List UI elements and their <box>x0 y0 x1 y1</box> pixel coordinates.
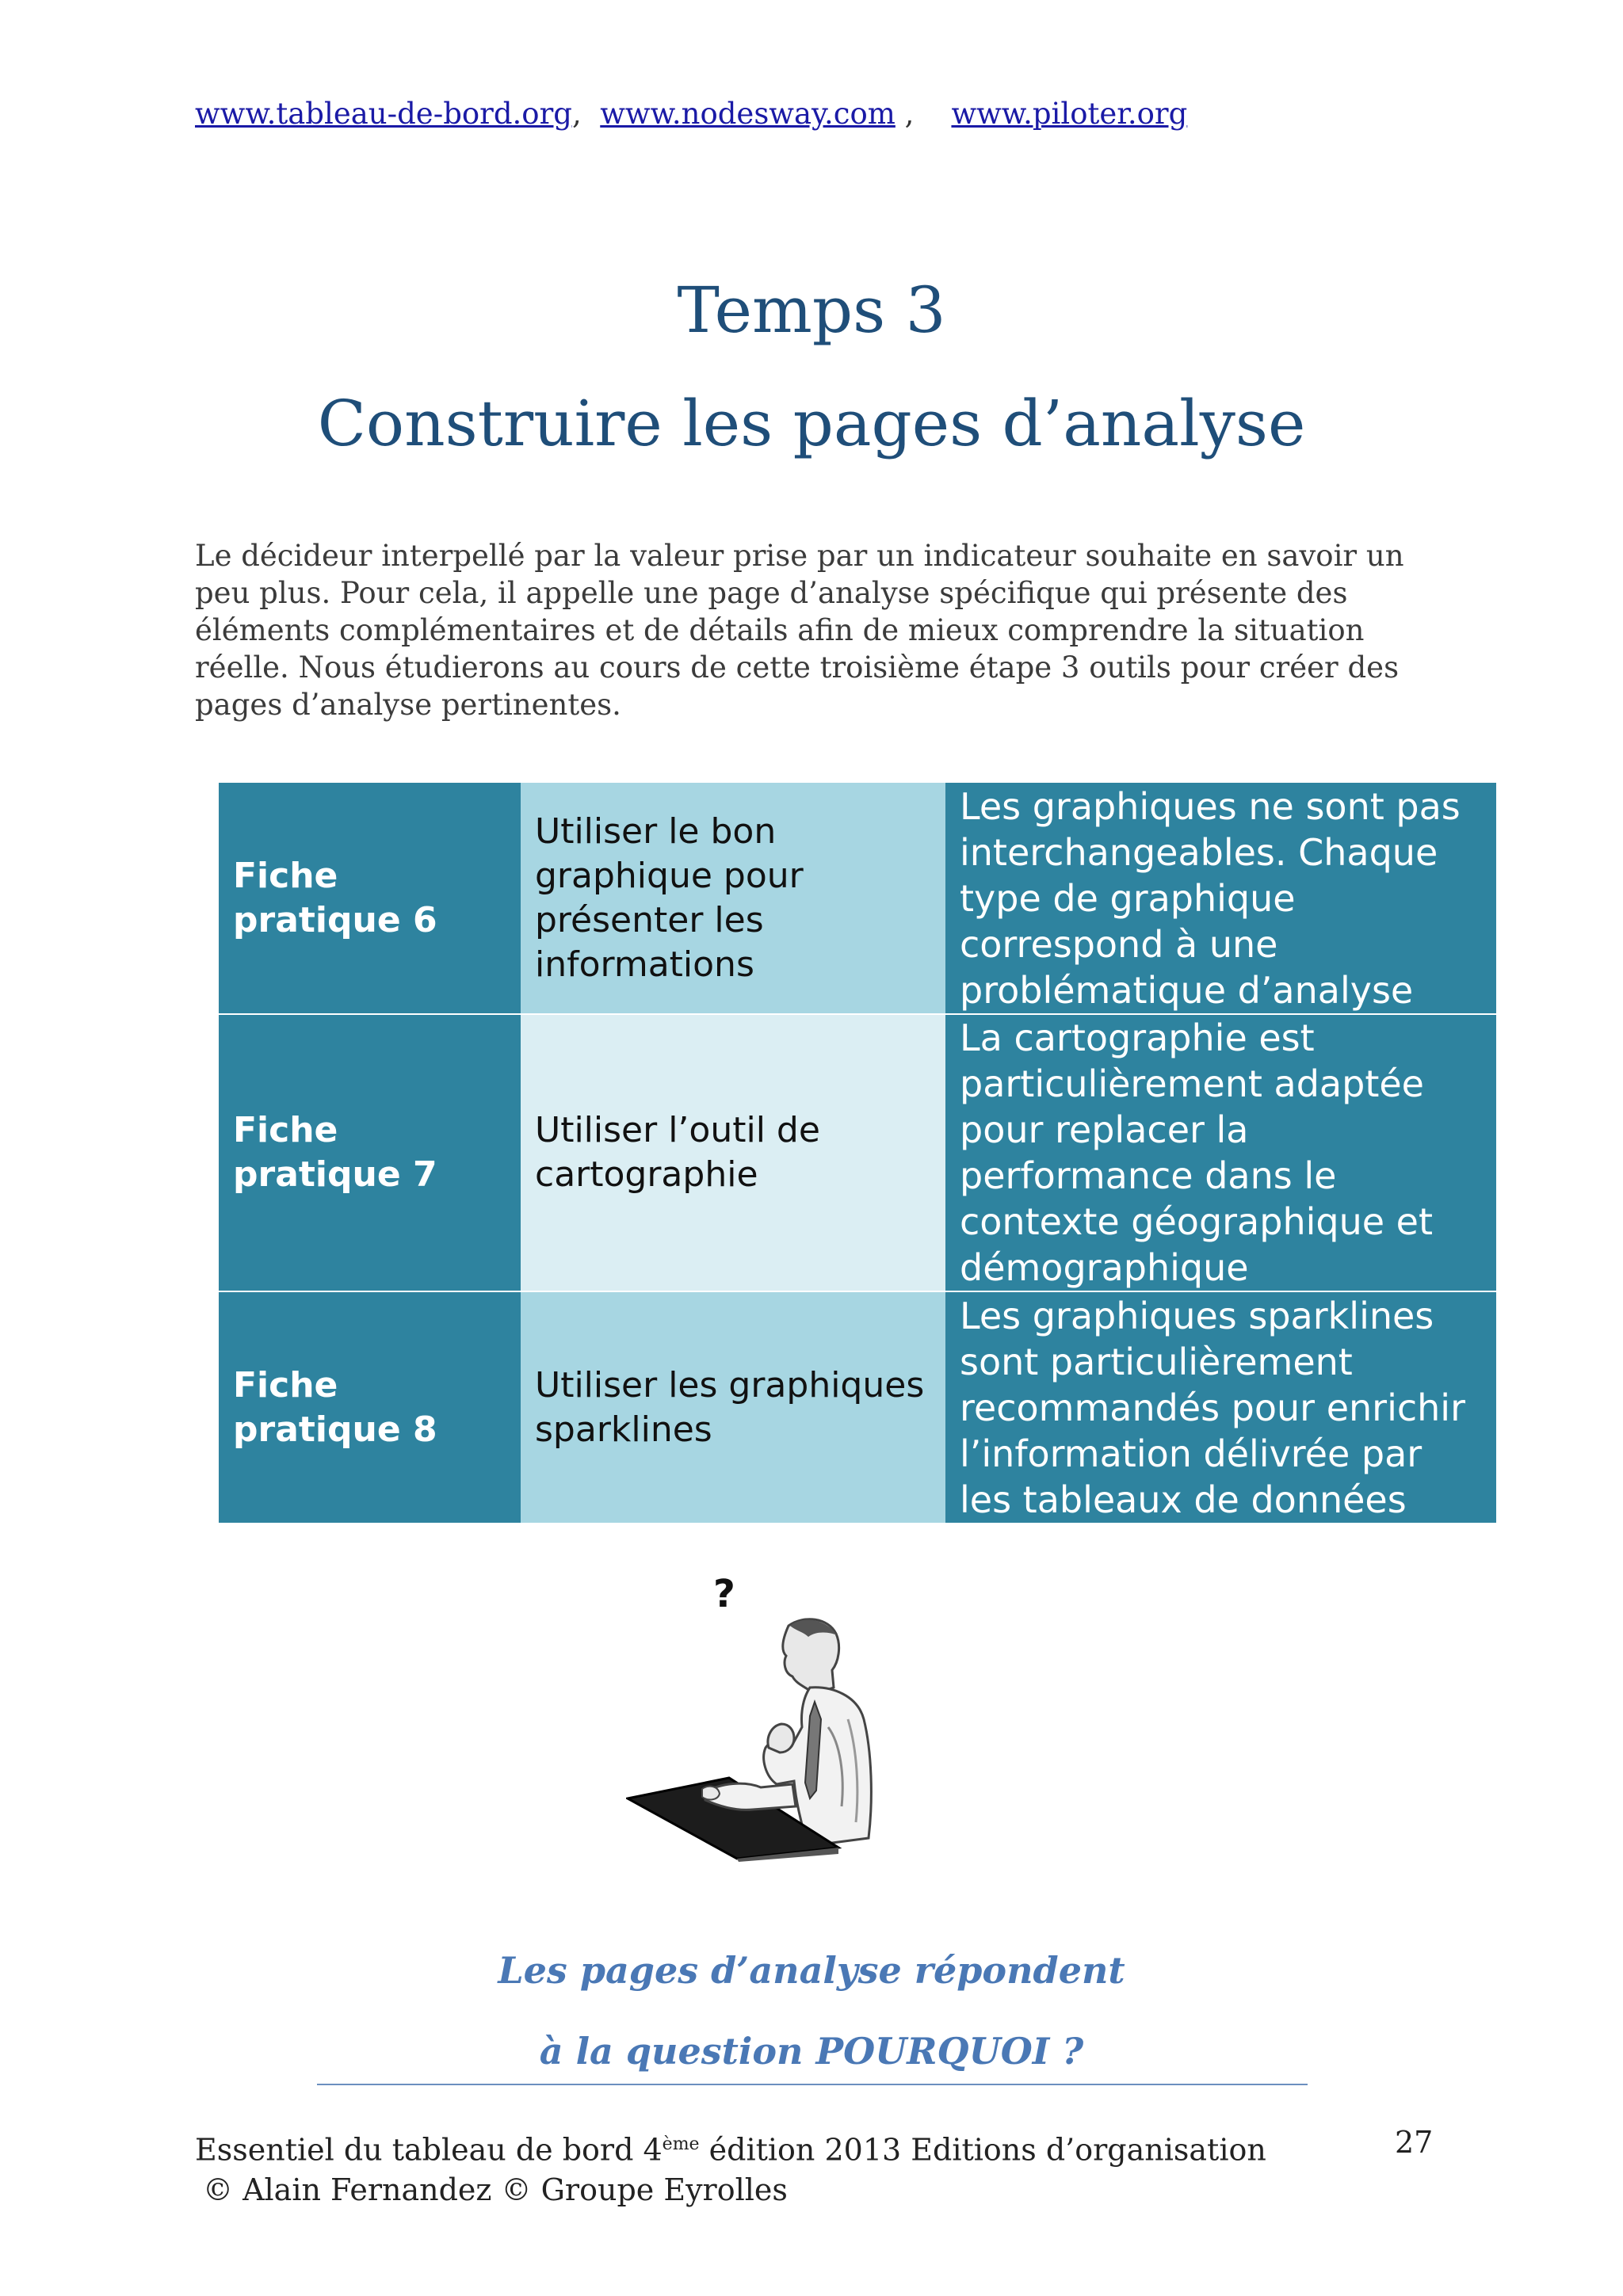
divider <box>317 2084 1308 2085</box>
link-separator: , <box>571 97 582 131</box>
fiche-tool: Utiliser le bon graphique pour présenter les informations <box>521 783 945 1014</box>
fiche-tool: Utiliser les graphiques sparklines <box>521 1291 945 1523</box>
fiche-label: Fiche pratique 7 <box>219 1014 521 1291</box>
page-subtitle: Construire les pages d’analyse <box>317 387 1306 460</box>
page-number: 27 <box>1395 2125 1434 2160</box>
footer-text <box>195 2125 1266 2210</box>
fiche-table <box>219 783 1496 1523</box>
thinking-man-at-desk-icon <box>626 1569 896 1862</box>
fiche-description: La cartographie est particulièrement adaptée pour replacer la performance dans le contexte géographique et démographique <box>945 1014 1496 1291</box>
conclusion-line-2: à la question POURQUOI ? <box>539 2030 1084 2073</box>
question-mark: ? <box>713 1572 735 1616</box>
link-piloter[interactable]: www.piloter.org <box>951 97 1188 131</box>
link-separator: , <box>895 97 915 131</box>
fiche-description: Les graphiques ne sont pas interchangeables. Chaque type de graphique correspond à une problématique d’analyse <box>945 783 1496 1014</box>
conclusion-line-1: Les pages d’analyse répondent <box>498 1949 1125 1992</box>
link-tableau-de-bord[interactable]: www.tableau-de-bord.org <box>195 97 572 131</box>
fiche-label: Fiche pratique 6 <box>219 783 521 1014</box>
page-title: Temps 3 <box>677 273 946 347</box>
footer-copyright: © Alain Fernandez © Groupe Eyrolles <box>203 2172 788 2207</box>
table-row <box>219 1014 1496 1291</box>
fiche-description: Les graphiques sparklines sont particulièrement recommandés pour enrichir l’information délivrée par les tableaux de données <box>945 1291 1496 1523</box>
header-links <box>195 97 1187 131</box>
table-row <box>219 783 1496 1014</box>
footer-edition: Essentiel du tableau de bord 4ème édition 2013 Editions d’organisation <box>195 2132 1266 2168</box>
fiche-label: Fiche pratique 8 <box>219 1291 521 1523</box>
fiche-tool: Utiliser l’outil de cartographie <box>521 1014 945 1291</box>
table-row <box>219 1291 1496 1523</box>
link-nodesway[interactable]: www.nodesway.com <box>600 97 896 131</box>
intro-paragraph: Le décideur interpellé par la valeur prise par un indicateur souhaite en savoir un peu plus. Pour cela, il appelle une page d’analyse spécifique qui présente des éléments complémentaires et de détails afin de mieux comprendre la situation réelle. Nous étudierons au cours de cette troisième étape 3 outils pour créer des pages d’analyse pertinentes. <box>195 539 1404 722</box>
